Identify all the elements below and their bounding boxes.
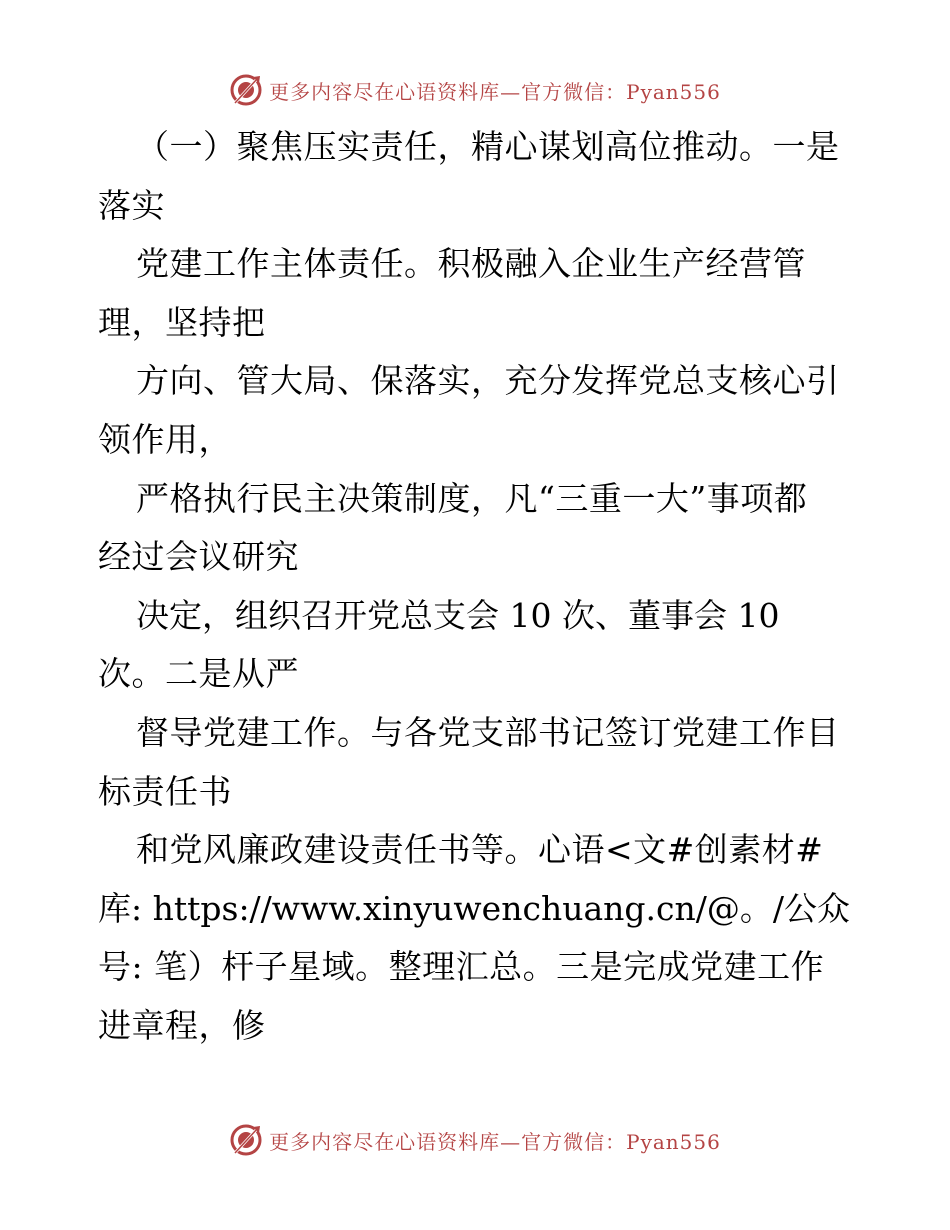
header-banner-inner (229, 73, 721, 107)
footer-banner-inner (229, 1123, 721, 1157)
body-line: 标责任书 (98, 771, 232, 811)
body-line: 号: 笔）杆子星域。整理汇总。三是完成党建工作 (98, 947, 825, 987)
body-line: 领作用， (98, 419, 232, 459)
body-line: 严格执行民主决策制度，凡“三重一大”事项都 (136, 478, 808, 518)
header-banner-text: 更多内容尽在心语资料库—官方微信：Pyan556 (269, 79, 721, 104)
footer-banner (0, 1120, 950, 1160)
document-body (98, 118, 858, 1056)
body-line: 进章程，修 (98, 1005, 266, 1045)
quill-pen-seal-icon (229, 1123, 263, 1157)
body-line: 方向、管大局、保落实，充分发挥党总支核心引 (136, 361, 840, 401)
body-line: 次。二是从严 (98, 654, 299, 694)
body-line: 理，坚持把 (98, 302, 266, 342)
body-line: 党建工作主体责任。积极融入企业生产经营管 (136, 244, 806, 284)
footer-banner-text: 更多内容尽在心语资料库—官方微信：Pyan556 (269, 1129, 721, 1154)
body-line: 经过会议研究 (98, 537, 299, 577)
body-line: 决定，组织召开党总支会 10 次、董事会 10 (136, 595, 780, 635)
body-line: 落实 (98, 185, 165, 225)
body-line: 和党风廉政建设责任书等。心语<文#创素材# (136, 830, 824, 870)
body-line-url: 库: https://www.xinyuwenchuang.cn/@。/公众 (98, 888, 850, 928)
header-banner (0, 70, 950, 110)
body-line: （一）聚焦压实责任，精心谋划高位推动。一是 (136, 127, 840, 166)
quill-pen-seal-icon (229, 73, 263, 107)
body-line: 督导党建工作。与各党支部书记签订党建工作目 (136, 712, 840, 752)
